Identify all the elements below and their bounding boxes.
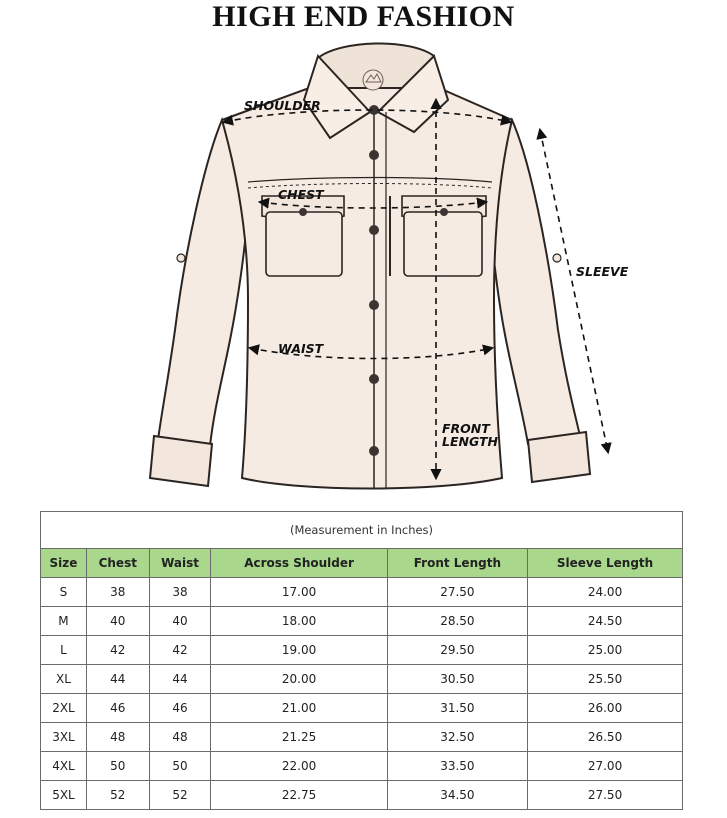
cell-sleeve-length: 26.00 xyxy=(528,694,683,723)
cell-waist: 46 xyxy=(149,694,211,723)
cell-size: S xyxy=(41,578,87,607)
header-row xyxy=(41,549,683,578)
column-header-across-shoulder: Across Shoulder xyxy=(211,549,387,578)
chest-label: CHEST xyxy=(278,187,324,202)
cell-waist: 50 xyxy=(149,752,211,781)
cell-sleeve-length: 27.00 xyxy=(528,752,683,781)
left-cuff xyxy=(150,436,212,486)
cell-sleeve-length: 25.00 xyxy=(528,636,683,665)
shoulder-label: SHOULDER xyxy=(244,98,321,113)
column-header-chest: Chest xyxy=(86,549,149,578)
cell-across-shoulder: 22.75 xyxy=(211,781,387,810)
cell-size: L xyxy=(41,636,87,665)
button xyxy=(369,374,379,384)
cell-across-shoulder: 21.00 xyxy=(211,694,387,723)
cell-waist: 48 xyxy=(149,723,211,752)
cell-chest: 44 xyxy=(86,665,149,694)
cell-front-length: 29.50 xyxy=(387,636,527,665)
front-length-label-line2: LENGTH xyxy=(442,434,498,449)
size-chart xyxy=(40,511,683,810)
size-table xyxy=(40,511,683,810)
cell-chest: 50 xyxy=(86,752,149,781)
table-row xyxy=(41,694,683,723)
column-header-size: Size xyxy=(41,549,87,578)
cell-chest: 46 xyxy=(86,694,149,723)
cell-sleeve-length: 27.50 xyxy=(528,781,683,810)
front-length-label-line1: FRONT xyxy=(442,421,490,436)
cell-front-length: 32.50 xyxy=(387,723,527,752)
shirt-illustration xyxy=(0,34,727,508)
cell-waist: 42 xyxy=(149,636,211,665)
cell-waist: 52 xyxy=(149,781,211,810)
button xyxy=(369,150,379,160)
cell-size: 4XL xyxy=(41,752,87,781)
cell-front-length: 34.50 xyxy=(387,781,527,810)
table-row xyxy=(41,723,683,752)
cell-sleeve-length: 25.50 xyxy=(528,665,683,694)
cell-front-length: 33.50 xyxy=(387,752,527,781)
caption-row xyxy=(41,512,683,549)
column-header-sleeve-length: Sleeve Length xyxy=(528,549,683,578)
cell-front-length: 27.50 xyxy=(387,578,527,607)
cell-waist: 44 xyxy=(149,665,211,694)
cell-size: M xyxy=(41,607,87,636)
left-pocket xyxy=(266,212,342,276)
button xyxy=(369,446,379,456)
cell-across-shoulder: 19.00 xyxy=(211,636,387,665)
column-header-front-length: Front Length xyxy=(387,549,527,578)
cell-sleeve-length: 24.00 xyxy=(528,578,683,607)
sleeve-label: SLEEVE xyxy=(576,264,629,279)
cell-sleeve-length: 24.50 xyxy=(528,607,683,636)
page-title: HIGH END FASHION xyxy=(212,0,515,33)
table-row xyxy=(41,752,683,781)
button xyxy=(369,225,379,235)
cell-across-shoulder: 17.00 xyxy=(211,578,387,607)
cell-chest: 40 xyxy=(86,607,149,636)
cell-size: 3XL xyxy=(41,723,87,752)
waist-label: WAIST xyxy=(278,341,324,356)
cell-chest: 48 xyxy=(86,723,149,752)
button xyxy=(369,300,379,310)
cell-front-length: 30.50 xyxy=(387,665,527,694)
cell-front-length: 31.50 xyxy=(387,694,527,723)
cell-sleeve-length: 26.50 xyxy=(528,723,683,752)
table-row xyxy=(41,636,683,665)
right-cuff xyxy=(528,432,590,482)
right-pocket xyxy=(404,212,482,276)
cell-size: XL xyxy=(41,665,87,694)
table-row xyxy=(41,607,683,636)
measurement-caption: (Measurement in Inches) xyxy=(41,512,683,549)
cell-chest: 52 xyxy=(86,781,149,810)
cell-waist: 38 xyxy=(149,578,211,607)
column-header-waist: Waist xyxy=(149,549,211,578)
cell-front-length: 28.50 xyxy=(387,607,527,636)
cell-across-shoulder: 20.00 xyxy=(211,665,387,694)
cell-chest: 42 xyxy=(86,636,149,665)
cell-across-shoulder: 21.25 xyxy=(211,723,387,752)
cell-size: 5XL xyxy=(41,781,87,810)
table-row xyxy=(41,665,683,694)
cell-waist: 40 xyxy=(149,607,211,636)
cell-chest: 38 xyxy=(86,578,149,607)
cell-size: 2XL xyxy=(41,694,87,723)
cell-across-shoulder: 22.00 xyxy=(211,752,387,781)
cell-across-shoulder: 18.00 xyxy=(211,607,387,636)
table-row xyxy=(41,781,683,810)
table-row xyxy=(41,578,683,607)
